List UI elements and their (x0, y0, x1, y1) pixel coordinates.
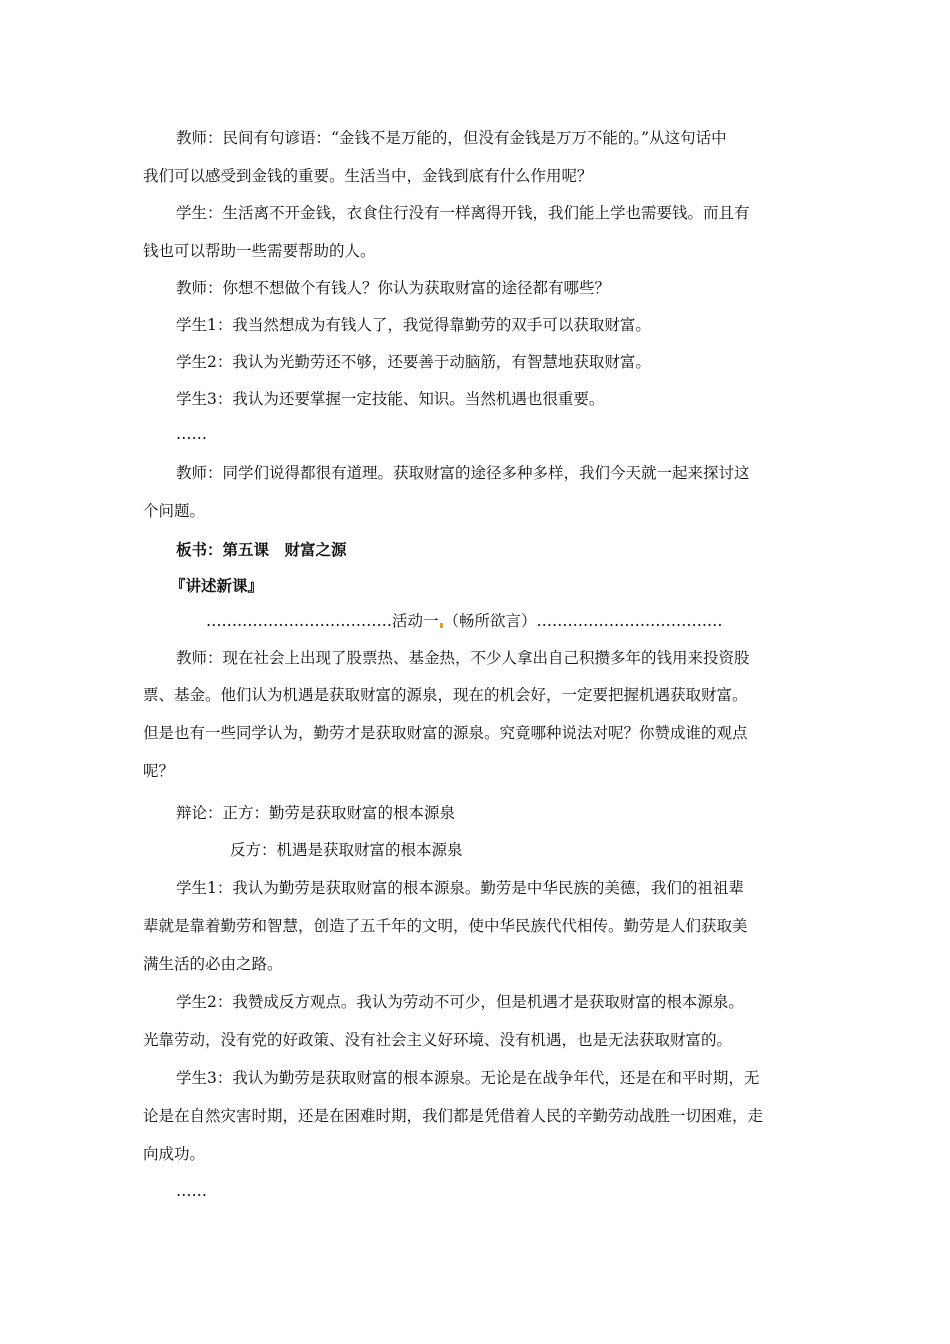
ellipsis: …… (176, 425, 207, 443)
paragraph-line: 教师：你想不想做个有钱人？你认为获取财富的途径都有哪些？ (176, 279, 611, 297)
paragraph-line: 学生2：我认为光勤劳还不够，还要善于动脑筋，有智慧地获取财富。 (176, 353, 651, 371)
paragraph-line: 教师：民间有句谚语：“金钱不是万能的，但没有金钱是万万不能的。”从这句话中 (176, 129, 727, 147)
paragraph-line: 但是也有一些同学认为，勤劳才是获取财富的源泉。究竟哪种说法对呢？你赞成谁的观点 (143, 724, 748, 742)
paragraph-line: 学生3：我认为勤劳是获取财富的根本源泉。无论是在战争年代，还是在和平时期，无 (176, 1069, 760, 1087)
activity-subtitle: （畅所欲言） (443, 612, 537, 630)
ellipsis: …… (176, 1182, 207, 1200)
paragraph-line: 学生2：我赞成反方观点。我认为劳动不可少，但是机遇才是获取财富的根本源泉。 (176, 993, 744, 1011)
paragraph-line: 教师：同学们说得都很有道理。获取财富的途径多种多样，我们今天就一起来探讨这 (176, 464, 750, 482)
paragraph-line: 辈就是靠着勤劳和智慧，创造了五千年的文明，使中华民族代代相传。勤劳是人们获取美 (143, 917, 748, 935)
activity-title: 活动一 (392, 612, 439, 630)
paragraph-line: 学生1：我当然想成为有钱人了，我觉得靠勤劳的双手可以获取财富。 (176, 316, 651, 334)
paragraph-line: 呢？ (143, 762, 175, 780)
paragraph-line: 票、基金。他们认为机遇是获取财富的源泉，现在的机会好，一定要把握机遇获取财富。 (143, 686, 748, 704)
paragraph-line: 教师：现在社会上出现了股票热、基金热，不少人拿出自己积攒多年的钱用来投资股 (176, 649, 750, 667)
paragraph-line: 学生3：我认为还要掌握一定技能、知识。当然机遇也很重要。 (176, 390, 605, 408)
paragraph-line: 光靠劳动，没有党的好政策、没有社会主义好环境、没有机遇，也是无法获取财富的。 (143, 1031, 733, 1049)
debate-label: 辩论： (176, 804, 223, 822)
paragraph-line: 满生活的必由之路。 (143, 955, 283, 973)
activity-divider (206, 603, 746, 640)
activity-dots-right: ……………………………… (536, 612, 723, 630)
paragraph-line: 学生：生活离不开金钱，衣食住行没有一样离得开钱，我们能上学也需要钱。而且有 (176, 204, 750, 222)
debate-row (176, 795, 807, 832)
activity-dots-left: ……………………………… (206, 612, 392, 630)
paragraph-line: 我们可以感受到金钱的重要。生活当中，金钱到底有什么作用呢？ (143, 167, 593, 185)
paragraph-line: 向成功。 (143, 1145, 206, 1163)
debate-con: 反方：机遇是获取财富的根本源泉 (230, 841, 463, 859)
debate-pro: 正方：勤劳是获取财富的根本源泉 (222, 804, 456, 822)
paragraph-line: 论是在自然灾害时期，还是在困难时期，我们都是凭借着人民的辛勤劳动战胜一切困难，走 (143, 1107, 764, 1125)
section-heading: 『讲述新课』 (170, 576, 264, 595)
board-title: 板书：第五课 财富之源 (176, 540, 347, 559)
paragraph-line: 钱也可以帮助一些需要帮助的人。 (143, 242, 376, 260)
paragraph-line: 个问题。 (143, 502, 206, 520)
paragraph-line: 学生1：我认为勤劳是获取财富的根本源泉。勤劳是中华民族的美德，我们的祖祖辈 (176, 879, 744, 897)
highlight-mark (440, 623, 443, 628)
